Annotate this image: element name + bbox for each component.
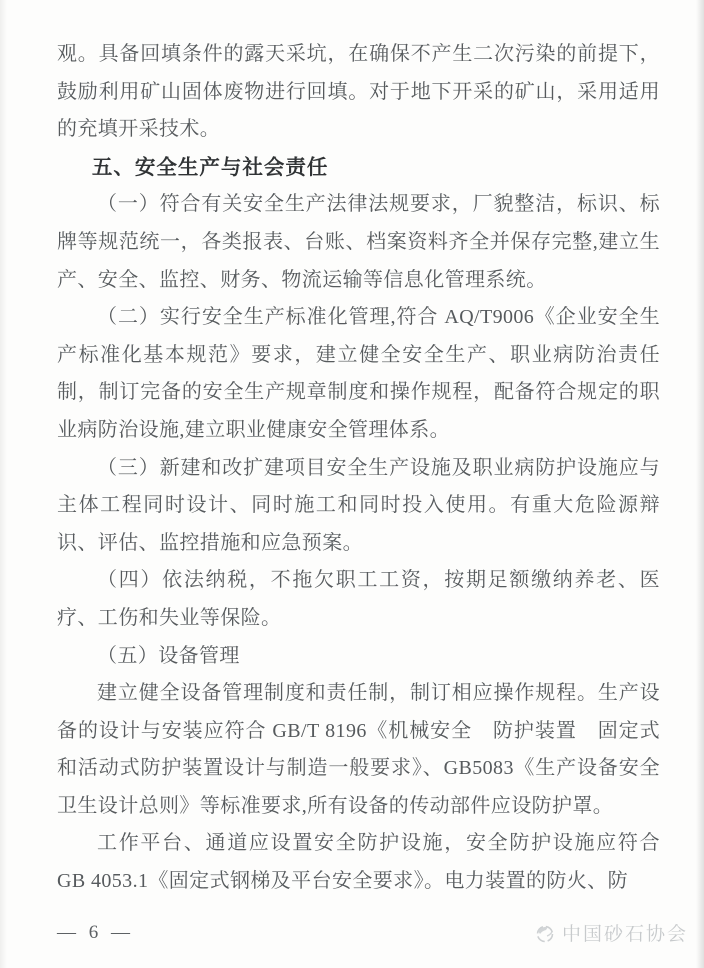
page-number: — 6 —	[57, 921, 134, 943]
clause-4-paragraph: （四）依法纳税，不拖欠职工工资，按期足额缴纳养老、医疗、工伤和失业等保险。	[57, 569, 660, 629]
section-heading: 五、安全生产与社会责任	[91, 155, 329, 179]
document-body	[57, 36, 660, 901]
clause-1-paragraph: （一）符合有关安全生产法律法规要求，厂貌整洁，标识、标牌等规范统一，各类报表、台账、档案资料齐全并保存完整,建立生产、安全、监控、财务、物流运输等信息化管理系统。	[57, 193, 660, 291]
paragraph-continuation: 观。具备回填条件的露天采坑，在确保不产生二次污染的前提下，鼓励利用矿山固体废物进行回填。对于地下开采的矿山，采用适用的充填开采技术。	[57, 43, 660, 141]
clause-5-paragraph: （五）设备管理	[97, 644, 240, 667]
page-footer	[57, 919, 688, 946]
association-globe-icon	[534, 922, 556, 944]
watermark-text: 中国砂石协会	[561, 924, 688, 945]
association-watermark	[534, 919, 688, 946]
work-platform-paragraph: 工作平台、通道应设置安全防护设施，安全防护设施应符合 GB 4053.1《固定式钢梯及平台安全要求》。电力装置的防火、防	[57, 832, 660, 893]
clause-3-paragraph: （三）新建和改扩建项目安全生产设施及职业病防护设施应与主体工程同时设计、同时施工和同时投入使用。有重大危险源辩识、评估、监控措施和应急预案。	[57, 456, 660, 554]
clause-2-paragraph: （二）实行安全生产标准化管理,符合 AQ/T9006《企业安全生产标准化基本规范》要求，建立健全安全生产、职业病防治责任制，制订完备的安全生产规章制度和操作规程，配备符合规定的职业病防治设施,建立职业健康安全管理体系。	[57, 306, 660, 441]
equipment-management-paragraph: 建立健全设备管理制度和责任制，制订相应操作规程。生产设备的设计与安装应符合 GB/T 8196《机械安全 防护装置 固定式和活动式防护装置设计与制造一般要求》、GB5083《生产设备安全卫生设计总则》等标准要求,所有设备的传动部件应设防护罩。	[57, 682, 660, 817]
